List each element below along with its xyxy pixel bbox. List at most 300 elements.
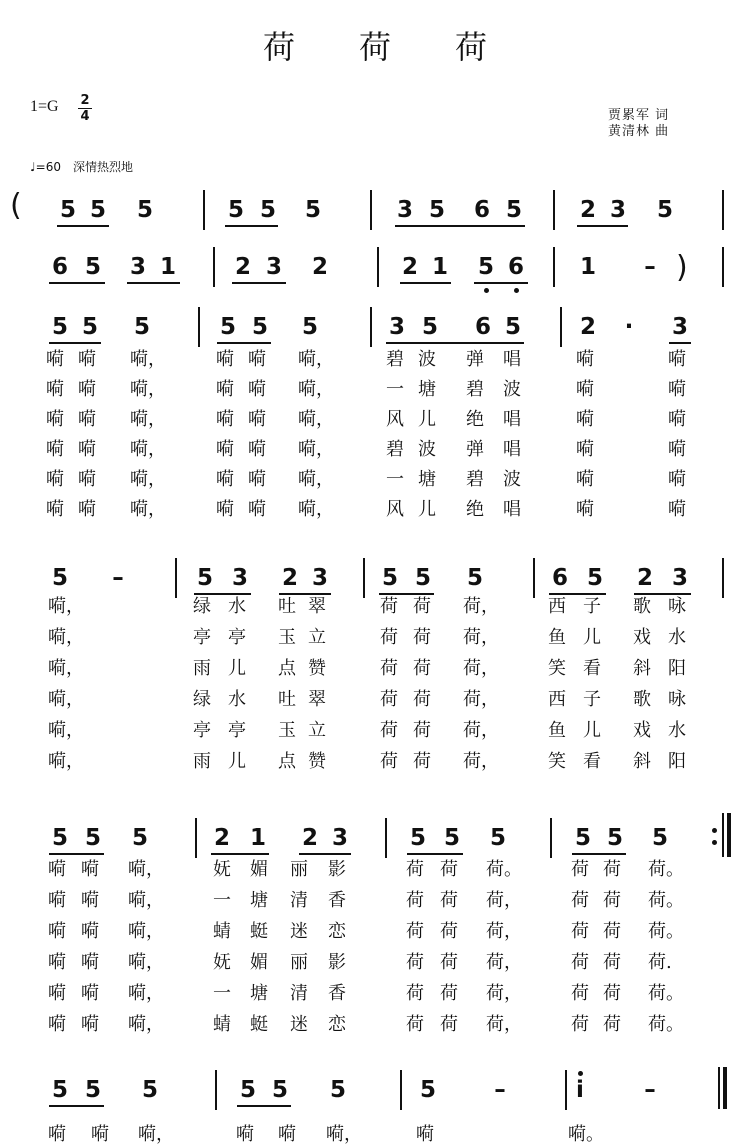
note: 5 — [84, 1077, 101, 1103]
lyric-syllable: 嗬 — [668, 469, 686, 490]
lyric-syllable: 风 — [386, 499, 404, 520]
lyric-syllable: 玉 — [278, 720, 296, 741]
note: 3 — [396, 197, 413, 223]
lyric-syllable: 嗬 — [48, 1014, 66, 1035]
lyric-syllable: 荷 — [413, 596, 431, 617]
lyric-syllable: 荷 — [603, 859, 621, 880]
note: 5 — [656, 197, 673, 223]
lyric-syllable: 儿 — [228, 751, 246, 772]
bar-line — [363, 558, 365, 598]
note: 2 — [311, 254, 328, 280]
note: 5 — [251, 314, 268, 340]
lyric-syllable: 嗬 — [78, 499, 96, 520]
lyric-syllable: 荷。 — [648, 921, 684, 942]
lyric-syllable: 绿 — [193, 596, 211, 617]
lyric-syllable: 嗬 — [248, 409, 266, 430]
bar-line — [195, 818, 197, 858]
lyric-syllable: 荷 — [440, 921, 458, 942]
note: 5 — [329, 1077, 346, 1103]
note: 2 — [401, 254, 418, 280]
bar-line — [203, 190, 205, 230]
lyric-syllable: 嗬 — [576, 409, 594, 430]
lyric-syllable: 嗬 — [48, 1124, 66, 1145]
lyric-syllable: 媚 — [250, 859, 268, 880]
lyric-syllable: 丽 — [290, 952, 308, 973]
note: 6 — [507, 254, 524, 280]
lyric-syllable: 一 — [213, 983, 231, 1004]
beam-underline — [386, 342, 524, 344]
lyric-syllable: 蜻 — [213, 921, 231, 942]
lyric-syllable: 荷 — [406, 952, 424, 973]
time-signature — [78, 94, 92, 123]
lyric-syllable: 吐 — [278, 596, 296, 617]
lyric-syllable: 嗬， — [138, 1124, 174, 1145]
note: 5 — [141, 1077, 158, 1103]
beam-underline — [400, 282, 451, 284]
lyric-syllable: 嗬， — [48, 627, 84, 648]
lyric-syllable: 塘 — [250, 983, 268, 1004]
lyric-syllable: 嗬 — [91, 1124, 109, 1145]
note: 5 — [421, 314, 438, 340]
octave-dot — [514, 288, 519, 293]
lyric-syllable: 嗬， — [48, 720, 84, 741]
lyric-syllable: 雨 — [193, 751, 211, 772]
lyric-syllable: 赞 — [308, 751, 326, 772]
lyric-syllable: 荷 — [571, 890, 589, 911]
lyric-syllable: 嗬 — [576, 379, 594, 400]
lyric-syllable: 亭 — [228, 627, 246, 648]
lyric-syllable: 嗬， — [130, 499, 166, 520]
beam-underline — [572, 853, 626, 855]
lyric-syllable: 嗬， — [298, 439, 334, 460]
lyric-syllable: 荷 — [440, 952, 458, 973]
lyric-syllable: 荷， — [463, 658, 499, 679]
note: 5 — [227, 197, 244, 223]
beam-underline — [127, 282, 180, 284]
lyric-syllable: 嗬， — [48, 689, 84, 710]
lyric-syllable: 清 — [290, 983, 308, 1004]
lyric-syllable: 嗬 — [46, 439, 64, 460]
lyric-syllable: 唱 — [503, 349, 521, 370]
lyric-syllable: 嗬 — [78, 439, 96, 460]
note: 5 — [443, 825, 460, 851]
note: 2 — [281, 565, 298, 591]
key-signature: 1=G — [30, 98, 59, 115]
lyric-syllable: 儿 — [228, 658, 246, 679]
note: 5 — [304, 197, 321, 223]
note: 3 — [129, 254, 146, 280]
lyric-syllable: 荷， — [486, 1014, 522, 1035]
lyric-syllable: 嗬 — [248, 499, 266, 520]
lyric-syllable: 儿 — [583, 627, 601, 648]
lyric-syllable: 嗬 — [46, 469, 64, 490]
beam-underline — [49, 342, 101, 344]
lyric-syllable: 嗬 — [216, 439, 234, 460]
lyric-syllable: 荷 — [413, 689, 431, 710]
lyric-syllable: 立 — [308, 720, 326, 741]
lyric-syllable: 唱 — [503, 499, 521, 520]
lyric-syllable: 清 — [290, 890, 308, 911]
lyric-syllable: 荷。 — [648, 890, 684, 911]
beam-underline — [549, 593, 606, 595]
lyric-syllable: 斜 — [633, 751, 651, 772]
page-title: 荷荷荷 — [262, 28, 551, 66]
beam-underline — [217, 342, 271, 344]
lyric-syllable: 弹 — [466, 439, 484, 460]
lyric-syllable: 鱼 — [548, 720, 566, 741]
lyric-syllable: 嗬 — [216, 409, 234, 430]
beam-underline — [379, 593, 434, 595]
lyric-syllable: 儿 — [583, 720, 601, 741]
lyric-syllable: 迷 — [290, 1014, 308, 1035]
bar-line — [385, 818, 387, 858]
bar-line — [722, 247, 724, 287]
lyric-syllable: 歌 — [633, 596, 651, 617]
final-bar-thick — [723, 1067, 727, 1109]
lyric-syllable: 碧 — [466, 379, 484, 400]
note: 5 — [419, 1077, 436, 1103]
note: 3 — [265, 254, 282, 280]
lyric-syllable: 吐 — [278, 689, 296, 710]
lyric-syllable: 嗬 — [668, 499, 686, 520]
bar-line — [175, 558, 177, 598]
lyric-syllable: 荷 — [380, 596, 398, 617]
lyric-syllable: 荷 — [440, 890, 458, 911]
lyric-syllable: 嗬 — [78, 469, 96, 490]
lyric-syllable: 嗬 — [668, 349, 686, 370]
lyric-syllable: 荷， — [486, 890, 522, 911]
beam-underline — [407, 853, 463, 855]
lyric-syllable: 绝 — [466, 409, 484, 430]
lyric-syllable: 玉 — [278, 627, 296, 648]
lyric-syllable: 嗬 — [48, 890, 66, 911]
lyric-syllable: 绝 — [466, 499, 484, 520]
lyric-syllable: 嗬 — [576, 499, 594, 520]
note: 5 — [606, 825, 623, 851]
final-bar-thin — [718, 1067, 720, 1109]
beam-underline — [232, 282, 286, 284]
bar-line — [377, 247, 379, 287]
lyric-syllable: 荷， — [463, 720, 499, 741]
lyric-syllable: 嗬 — [81, 921, 99, 942]
lyric-syllable: 嗬 — [81, 983, 99, 1004]
note: 5 — [131, 825, 148, 851]
lyric-syllable: 子 — [583, 596, 601, 617]
lyric-syllable: 嗬， — [130, 349, 166, 370]
note: 3 — [331, 825, 348, 851]
lyric-syllable: 点 — [278, 658, 296, 679]
note: 6 — [551, 565, 568, 591]
note: 5 — [51, 1077, 68, 1103]
note: – — [112, 565, 124, 591]
lyric-syllable: 斜 — [633, 658, 651, 679]
lyric-syllable: 嗬 — [576, 439, 594, 460]
lyric-syllable: 嗬 — [46, 409, 64, 430]
beam-underline — [57, 225, 109, 227]
bar-line — [560, 307, 562, 347]
bar-line — [533, 558, 535, 598]
note: 5 — [428, 197, 445, 223]
lyric-syllable: 荷 — [380, 658, 398, 679]
lyric-syllable: 荷. — [648, 952, 672, 973]
note: 1 — [159, 254, 176, 280]
lyric-syllable: 蜻 — [213, 1014, 231, 1035]
lyric-syllable: 看 — [583, 751, 601, 772]
lyric-syllable: 荷 — [380, 627, 398, 648]
lyric-syllable: 荷 — [603, 983, 621, 1004]
octave-dot — [484, 288, 489, 293]
lyric-syllable: 唱 — [503, 409, 521, 430]
note: 5 — [489, 825, 506, 851]
beam-underline — [395, 225, 525, 227]
lyric-syllable: 水 — [228, 689, 246, 710]
lyric-syllable: 赞 — [308, 658, 326, 679]
note: 5 — [89, 197, 106, 223]
lyric-syllable: 西 — [548, 689, 566, 710]
bar-line — [198, 307, 200, 347]
lyric-syllable: 弹 — [466, 349, 484, 370]
lyric-syllable: 荷 — [440, 983, 458, 1004]
note: 5 — [505, 197, 522, 223]
lyric-syllable: 看 — [583, 658, 601, 679]
lyric-syllable: 嗬 — [81, 952, 99, 973]
lyric-syllable: 碧 — [386, 349, 404, 370]
beam-underline — [225, 225, 278, 227]
note: – — [644, 254, 656, 280]
note: 5 — [414, 565, 431, 591]
note: 3 — [671, 565, 688, 591]
lyric-syllable: 荷 — [413, 627, 431, 648]
lyric-syllable: 嗬 — [46, 349, 64, 370]
lyric-syllable: 嗬 — [48, 952, 66, 973]
bar-line — [400, 1070, 402, 1110]
note: · — [624, 314, 634, 340]
note: 5 — [574, 825, 591, 851]
lyric-syllable: 嗬 — [216, 469, 234, 490]
lyric-syllable: 咏 — [668, 689, 686, 710]
lyric-syllable: 嗬 — [248, 469, 266, 490]
note: 3 — [311, 565, 328, 591]
paren-open: ( — [10, 188, 22, 223]
lyric-syllable: 嗬 — [216, 379, 234, 400]
lyric-syllable: 荷 — [571, 921, 589, 942]
beam-underline — [194, 593, 251, 595]
lyric-syllable: 歌 — [633, 689, 651, 710]
lyric-syllable: 嗬， — [128, 1014, 164, 1035]
lyric-syllable: 嗬， — [298, 349, 334, 370]
note: 5 — [81, 314, 98, 340]
repeat-bar-thin — [722, 813, 724, 857]
lyric-syllable: 荷 — [571, 1014, 589, 1035]
lyric-syllable: 荷， — [486, 952, 522, 973]
note: 5 — [409, 825, 426, 851]
lyric-syllable: 嗬 — [78, 349, 96, 370]
lyric-syllable: 嗬 — [668, 439, 686, 460]
lyric-syllable: 嗬 — [81, 1014, 99, 1035]
lyric-syllable: 戏 — [633, 720, 651, 741]
repeat-dot — [712, 840, 717, 845]
lyric-syllable: 嗬， — [128, 921, 164, 942]
beam-underline — [299, 853, 351, 855]
lyric-syllable: 荷 — [603, 890, 621, 911]
beam-underline — [279, 593, 331, 595]
lyric-syllable: 绿 — [193, 689, 211, 710]
lyric-syllable: 荷， — [463, 596, 499, 617]
lyric-syllable: 荷 — [406, 921, 424, 942]
lyric-syllable: 亭 — [193, 627, 211, 648]
lyric-syllable: 嗬， — [298, 409, 334, 430]
lyric-syllable: 鱼 — [548, 627, 566, 648]
repeat-bar-thick — [727, 813, 731, 857]
beam-underline — [49, 1105, 104, 1107]
note: 5 — [51, 825, 68, 851]
note: 5 — [59, 197, 76, 223]
bar-line — [370, 307, 372, 347]
lyric-syllable: 点 — [278, 751, 296, 772]
lyric-syllable: 嗬 — [81, 890, 99, 911]
lyric-syllable: 波 — [503, 379, 521, 400]
lyric-syllable: 丽 — [290, 859, 308, 880]
lyric-syllable: 嗬， — [130, 409, 166, 430]
lyric-syllable: 雨 — [193, 658, 211, 679]
lyric-syllable: 塘 — [250, 890, 268, 911]
note: 5 — [51, 314, 68, 340]
octave-dot — [578, 1071, 583, 1076]
bar-line — [553, 190, 555, 230]
lyric-syllable: 戏 — [633, 627, 651, 648]
note: 1 — [579, 254, 596, 280]
note: 1 — [249, 825, 266, 851]
lyric-syllable: 嗬 — [576, 469, 594, 490]
beam-underline — [237, 1105, 291, 1107]
note: 5 — [504, 314, 521, 340]
note: – — [644, 1077, 656, 1103]
lyric-syllable: 嗬， — [128, 983, 164, 1004]
lyric-syllable: 嗬， — [298, 499, 334, 520]
lyric-syllable: 嗬 — [668, 409, 686, 430]
lyric-syllable: 嗬 — [81, 859, 99, 880]
lyric-syllable: 嗬， — [48, 596, 84, 617]
paren-close: ) — [676, 250, 688, 285]
lyric-syllable: 一 — [213, 890, 231, 911]
beam-underline — [474, 282, 528, 284]
note: 2 — [301, 825, 318, 851]
lyric-syllable: 塘 — [418, 379, 436, 400]
lyric-syllable: 荷 — [603, 921, 621, 942]
lyric-syllable: 波 — [418, 439, 436, 460]
lyric-syllable: 嗬， — [128, 890, 164, 911]
note: 5 — [84, 825, 101, 851]
note: 5 — [477, 254, 494, 280]
lyric-syllable: 影 — [328, 952, 346, 973]
lyric-syllable: 迷 — [290, 921, 308, 942]
lyric-syllable: 嗬， — [48, 751, 84, 772]
lyric-syllable: 荷， — [463, 627, 499, 648]
lyric-syllable: 阳 — [668, 658, 686, 679]
bar-line — [722, 558, 724, 598]
lyric-syllable: 荷 — [413, 658, 431, 679]
note: 5 — [381, 565, 398, 591]
lyric-syllable: 荷 — [571, 983, 589, 1004]
lyric-syllable: 立 — [308, 627, 326, 648]
lyric-syllable: 亭 — [228, 720, 246, 741]
beam-underline — [49, 282, 105, 284]
note: i — [576, 1077, 584, 1103]
note: 5 — [219, 314, 236, 340]
lyric-syllable: 嗬 — [78, 409, 96, 430]
lyric-syllable: 荷 — [406, 859, 424, 880]
lyric-syllable: 恋 — [328, 1014, 346, 1035]
lyricist-credit: 贾累军 词 — [608, 108, 670, 123]
lyric-syllable: 嗬 — [236, 1124, 254, 1145]
note: 5 — [466, 565, 483, 591]
lyric-syllable: 嗬 — [248, 439, 266, 460]
lyric-syllable: 荷。 — [648, 859, 684, 880]
note: 6 — [474, 314, 491, 340]
beam-underline — [211, 853, 269, 855]
lyric-syllable: 荷， — [463, 689, 499, 710]
note: 2 — [579, 314, 596, 340]
bar-line — [565, 1070, 567, 1110]
lyric-syllable: 恋 — [328, 921, 346, 942]
note: 5 — [136, 197, 153, 223]
lyric-syllable: 嗬， — [130, 469, 166, 490]
lyric-syllable: 妩 — [213, 859, 231, 880]
note: 2 — [579, 197, 596, 223]
lyric-syllable: 荷， — [463, 751, 499, 772]
lyric-syllable: 香 — [328, 890, 346, 911]
lyric-syllable: 荷 — [406, 890, 424, 911]
lyric-syllable: 香 — [328, 983, 346, 1004]
lyric-syllable: 嗬， — [298, 379, 334, 400]
note: 2 — [636, 565, 653, 591]
lyric-syllable: 嗬 — [46, 499, 64, 520]
lyric-syllable: 嗬， — [128, 952, 164, 973]
lyric-syllable: 儿 — [418, 499, 436, 520]
lyric-syllable: 蜓 — [250, 921, 268, 942]
lyric-syllable: 荷 — [603, 952, 621, 973]
lyric-syllable: 媚 — [250, 952, 268, 973]
bar-line — [722, 190, 724, 230]
composer-credit: 黄清林 曲 — [608, 124, 670, 139]
note: 5 — [586, 565, 603, 591]
note: 5 — [133, 314, 150, 340]
lyric-syllable: 翠 — [308, 596, 326, 617]
note: 2 — [234, 254, 251, 280]
lyric-syllable: 荷 — [406, 1014, 424, 1035]
note: 5 — [271, 1077, 288, 1103]
lyric-syllable: 一 — [386, 469, 404, 490]
tempo-marking: ♩=60 深情热烈地 — [30, 160, 133, 174]
repeat-dot — [712, 828, 717, 833]
lyric-syllable: 荷 — [380, 751, 398, 772]
note: 5 — [196, 565, 213, 591]
lyric-syllable: 亭 — [193, 720, 211, 741]
lyric-syllable: 一 — [386, 379, 404, 400]
note: 6 — [473, 197, 490, 223]
note: 5 — [239, 1077, 256, 1103]
lyric-syllable: 影 — [328, 859, 346, 880]
bar-line — [553, 247, 555, 287]
lyric-syllable: 荷 — [413, 751, 431, 772]
lyric-syllable: 荷 — [440, 1014, 458, 1035]
lyric-syllable: 嗬 — [248, 379, 266, 400]
lyric-syllable: 嗬 — [46, 379, 64, 400]
lyric-syllable: 嗬 — [668, 379, 686, 400]
lyric-syllable: 唱 — [503, 439, 521, 460]
lyric-syllable: 嗬， — [298, 469, 334, 490]
lyric-syllable: 蜓 — [250, 1014, 268, 1035]
